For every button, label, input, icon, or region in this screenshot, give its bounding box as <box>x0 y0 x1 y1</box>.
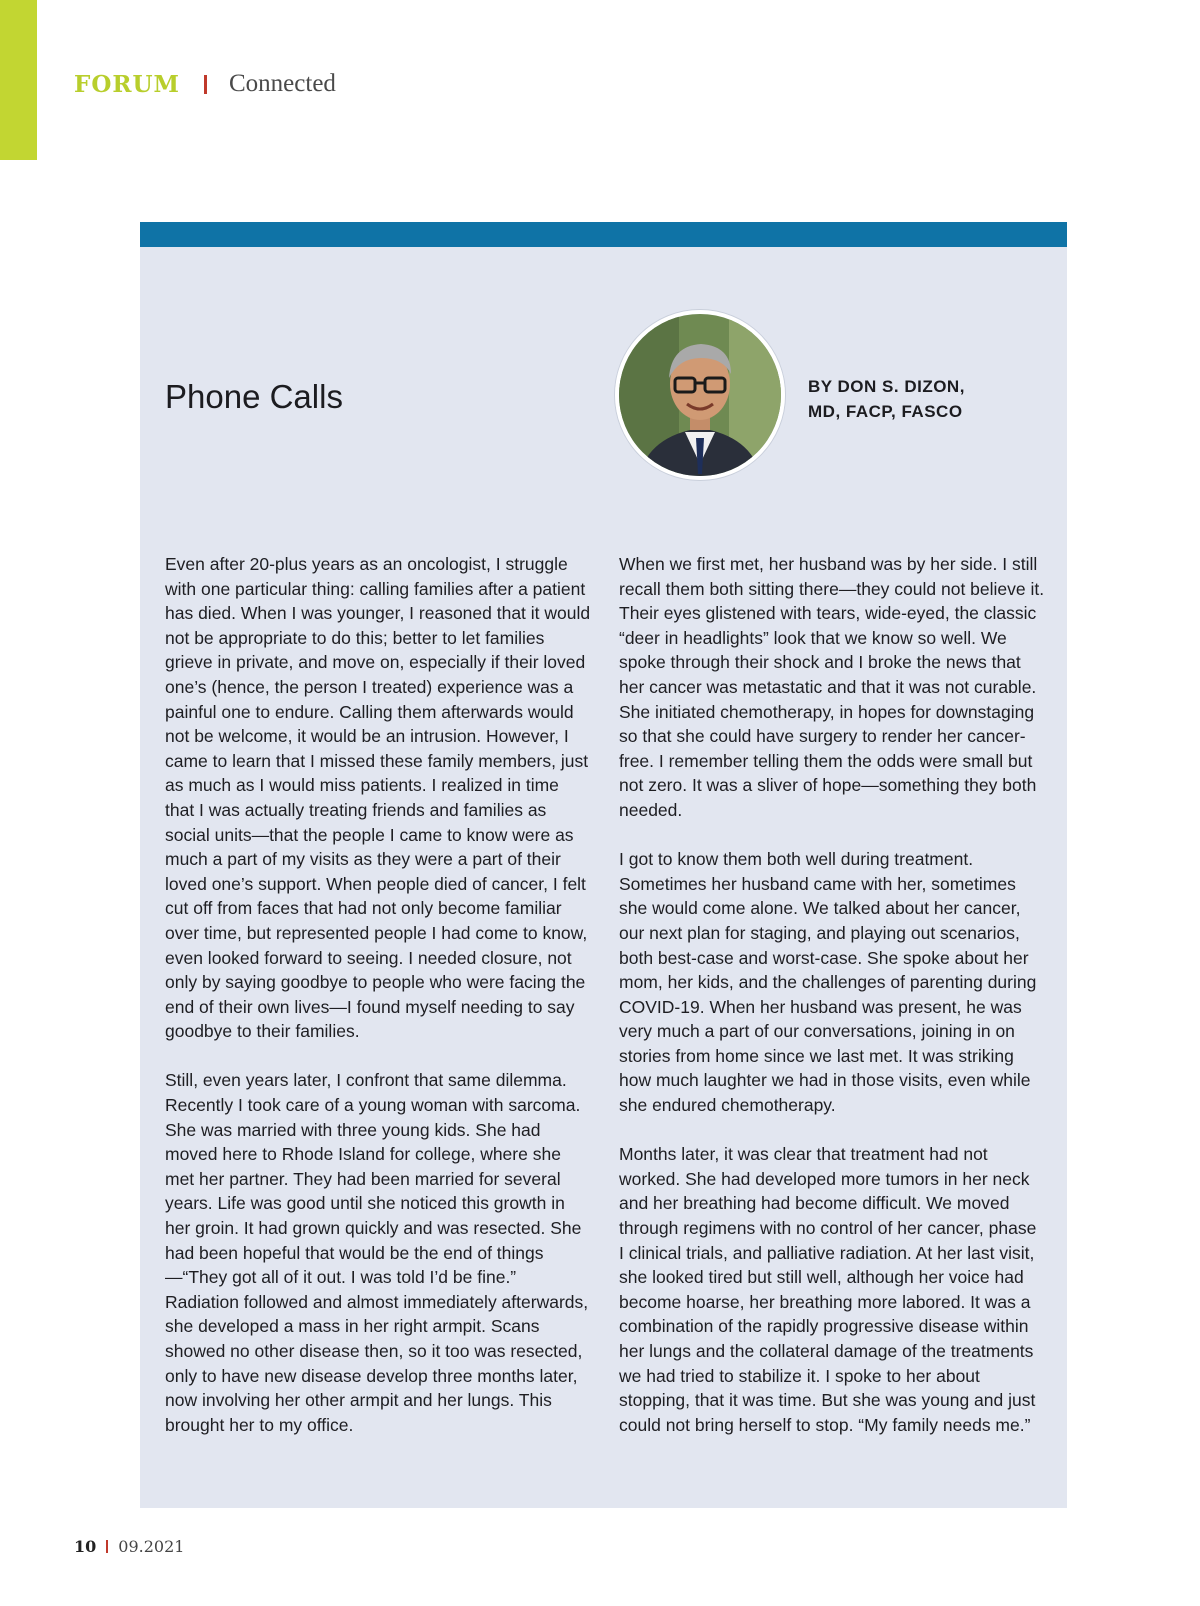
paragraph: Even after 20-plus years as an oncologist, I struggle with one particular thing: calling families after a patient has died. When I was younger, I reasoned that it would not be appropriate to do this; better to let families grieve in private, and move on, especially if their loved one’s (hence, the person I treated) experience was a painful one to endure. Calling them afterwards would not be welcome, it would be an intrusion. However, I came to learn that I missed these family members, just as much as I would miss patients. I realized in time that I was actually treating friends and families as social units—that the people I came to know were as much a part of my visits as they were a part of their loved one’s support. When people died of cancer, I felt cut off from faces that had not only become familiar over time, but represented people I had come to know, even looked forward to seeing. I needed closure, not only by saying goodbye to people who were facing the end of their own lives—I found myself needing to say goodbye to their families. <box>165 554 591 1042</box>
paragraph: I got to know them both well during treatment. Sometimes her husband came with her, sometimes she would come alone. We talked about her cancer, our next plan for staging, and playing out scenarios, both best-case and worst-case. She spoke about her mom, her kids, and the challenges of parenting during COVID-19. When her husband was present, he was very much a part of our conversations, joining in on stories from home since we last met. It was striking how much laughter we had in those visits, even while she endured chemotherapy. <box>619 849 1037 1116</box>
portrait-illustration <box>619 314 781 476</box>
column-left <box>165 552 591 1462</box>
paragraph: Months later, it was clear that treatment had not worked. She had developed more tumors in her neck and her breathing had become difficult. We moved through regimens with no control of her cancer, phase I clinical trials, and palliative radiation. At her last visit, she looked tired but still well, although her voice had become hoarse, her breathing more labored. It was a combination of the rapidly progressive disease within her lungs and the collateral damage of the treatments we had tried to stabilize it. I spoke to her about stopping, that it was time. But she was young and just could not bring herself to stop. “My family needs me.” <box>619 1144 1037 1435</box>
footer-divider <box>106 1540 108 1553</box>
column-right <box>619 552 1045 1462</box>
byline-name: BY DON S. DIZON, <box>808 377 965 396</box>
article-panel <box>140 222 1067 1508</box>
header-divider <box>204 75 207 94</box>
subsection-label: Connected <box>229 70 336 97</box>
article-title: Phone Calls <box>165 378 343 415</box>
author-portrait <box>615 310 785 480</box>
paragraph: When we first met, her husband was by her side. I still recall them both sitting there—they could not believe it. Their eyes glistened with tears, wide-eyed, the classic “deer in headlights” look that we know so well. We spoke through their shock and I broke the news that her cancer was metastatic and that it was not curable. She initiated chemotherapy, in hopes for downstaging so that she could have surgery to render her cancer-free. I remember telling them the odds were small but not zero. It was a sliver of hope—something they both needed. <box>619 554 1045 820</box>
byline <box>808 374 965 424</box>
byline-credentials: MD, FACP, FASCO <box>808 402 963 421</box>
accent-bar <box>0 0 37 160</box>
article-body <box>165 552 1045 1462</box>
panel-top-bar <box>140 222 1067 247</box>
section-header <box>74 64 336 104</box>
page-number: 10 <box>74 1537 97 1556</box>
issue-date: 09.2021 <box>118 1537 185 1556</box>
section-label: FORUM <box>74 70 180 98</box>
page-footer <box>74 1537 184 1556</box>
paragraph: Still, even years later, I confront that same dilemma. Recently I took care of a young woman with sarcoma. She was married with three young kids. She had moved here to Rhode Island for college, where she met her partner. They had been married for several years. Life was good until she noticed this growth in her groin. It had grown quickly and was resected. She had been hopeful that would be the end of things—“They got all of it out. I was told I’d be fine.” Radiation followed and almost immediately afterwards, she developed a mass in her right armpit. Scans showed no other disease then, so it too was resected, only to have new disease develop three months later, now involving her other armpit and her lungs. This brought her to my office. <box>165 1070 589 1435</box>
